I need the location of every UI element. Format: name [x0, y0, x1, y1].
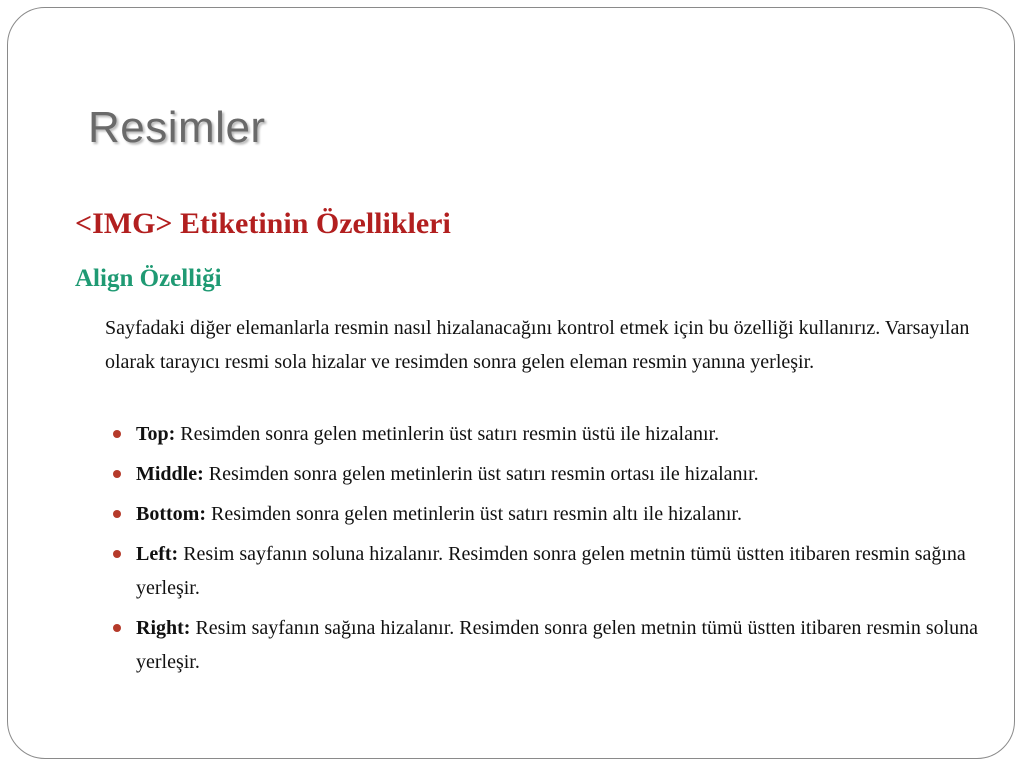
intro-paragraph: Sayfadaki diğer elemanlarla resmin nasıl hizalanacağını kontrol etmek için bu özelliği kullanırız. Varsayılan olarak tarayıcı resmi sola hizalar ve resimden sonra gelen eleman resmin yanına yerleşir.: [105, 317, 970, 373]
bullet-list: [113, 417, 993, 685]
bullet-text: Resimden sonra gelen metinlerin üst satırı resmin üstü ile hizalanır.: [180, 423, 720, 445]
bullet-text: Resim sayfanın soluna hizalanır. Resimden sonra gelen metnin tümü üstten itibaren resmin sağına yerleşir.: [136, 543, 966, 599]
bullet-dot-icon: [113, 510, 121, 518]
bullet-text: Resimden sonra gelen metinlerin üst satırı resmin ortası ile hizalanır.: [208, 463, 759, 485]
bullet-term: Left:: [136, 543, 179, 565]
bullet-term: Top:: [136, 423, 176, 445]
bullet-item-left: [113, 537, 993, 605]
section-heading: <IMG> Etiketinin Özellikleri: [75, 207, 451, 240]
bullet-term: Right:: [136, 617, 191, 639]
sub-heading: Align Özelliği: [75, 265, 222, 292]
slide-title: Resimler: [88, 103, 266, 152]
bullet-item-bottom: [113, 497, 993, 531]
bullet-item-middle: [113, 457, 993, 491]
bullet-term: Bottom:: [136, 503, 206, 525]
slide-frame: [7, 7, 1015, 759]
bullet-text: Resim sayfanın sağına hizalanır. Resimden sonra gelen metnin tümü üstten itibaren resmin soluna yerleşir.: [136, 617, 979, 673]
bullet-dot-icon: [113, 624, 121, 632]
bullet-dot-icon: [113, 470, 121, 478]
bullet-term: Middle:: [136, 463, 204, 485]
bullet-item-right: [113, 611, 993, 679]
bullet-item-top: [113, 417, 993, 451]
bullet-dot-icon: [113, 550, 121, 558]
bullet-dot-icon: [113, 430, 121, 438]
bullet-text: Resimden sonra gelen metinlerin üst satırı resmin altı ile hizalanır.: [210, 503, 742, 525]
